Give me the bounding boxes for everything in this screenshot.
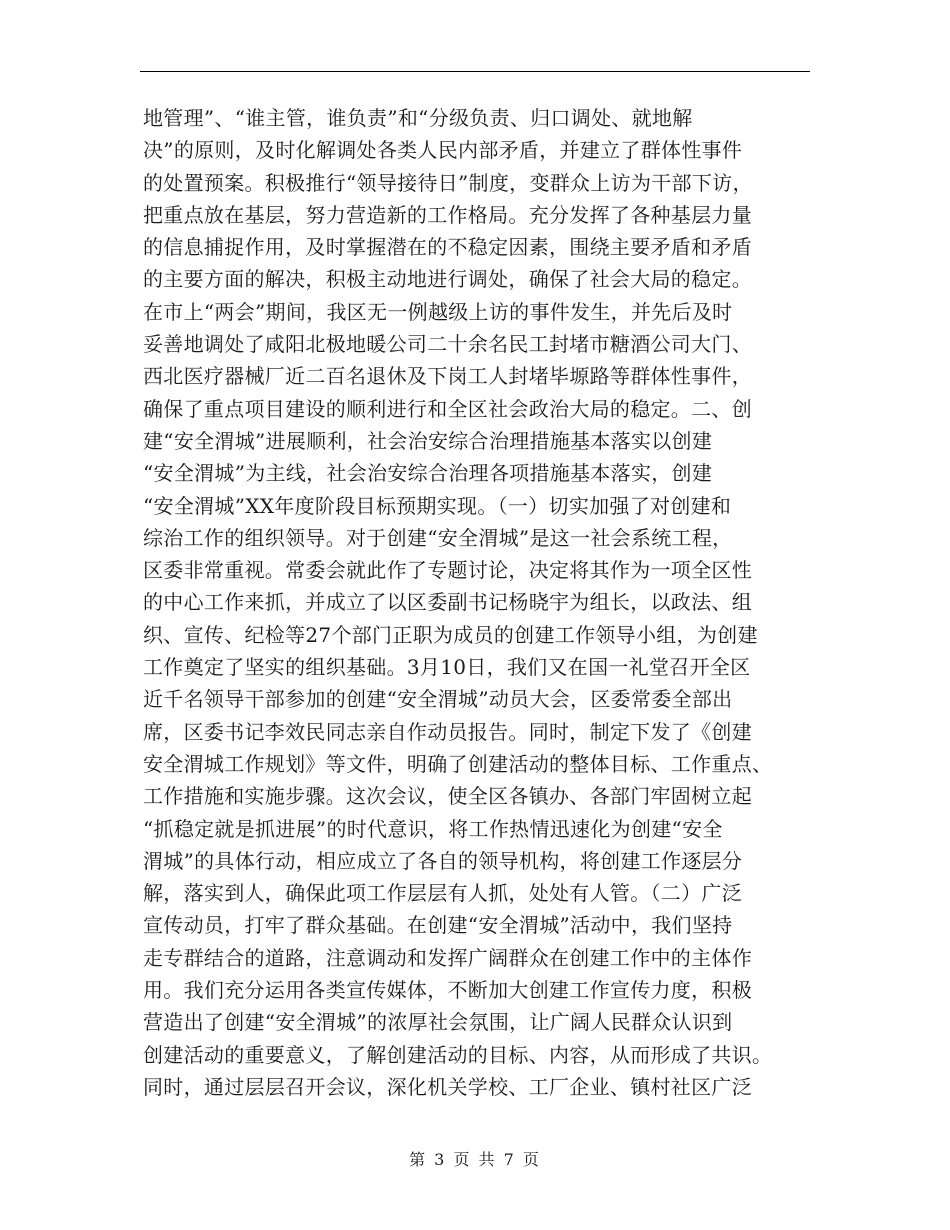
body-line: 的信息捕捉作用，及时掌握潜在的不稳定因素，围绕主要矛盾和矛盾	[143, 235, 752, 260]
body-text	[143, 102, 813, 1103]
body-line: 走专群结合的道路，注意调动和发挥广阔群众在创建工作中的主体作	[143, 945, 752, 970]
body-line: 营造出了创建“安全渭城”的浓厚社会氛围，让广阔人民群众认识到	[143, 1010, 733, 1035]
body-line: 把重点放在基层，努力营造新的工作格局。充分发挥了各种基层力量	[143, 202, 752, 227]
body-line: 建“安全渭城”进展顺利，社会治安综合治理措施基本落实以创建	[143, 428, 713, 453]
body-line: 决”的原则，及时化解调处各类人民内部矛盾，并建立了群体性事件	[143, 138, 743, 163]
body-line: 近千名领导干部参加的创建“安全渭城”动员大会，区委常委全部出	[143, 687, 733, 712]
body-line: 织、宣传、纪检等27个部门正职为成员的创建工作领导小组，为创建	[143, 622, 758, 647]
body-line: 解，落实到人，确保此项工作层层有人抓，处处有人管。（二）广泛	[143, 881, 742, 906]
body-line: 的中心工作来抓，并成立了以区委副书记杨晓宇为组长，以政法、组	[143, 590, 752, 615]
body-line: “抓稳定就是抓进展”的时代意识，将工作热情迅速化为创建“安全	[143, 816, 723, 841]
body-line: 渭城”的具体行动，相应成立了各自的领导机构，将创建工作逐层分	[143, 848, 743, 873]
body-line: 工作措施和实施步骤。这次会议，使全区各镇办、各部门牢固树立起	[143, 784, 752, 809]
body-line: 在市上“两会”期间，我区无一例越级上访的事件发生，并先后及时	[143, 299, 733, 324]
body-line: 确保了重点项目建设的顺利进行和全区社会政治大局的稳定。二、创	[143, 396, 752, 421]
body-line: 综治工作的组织领导。对于创建“安全渭城”是这一社会系统工程，	[143, 525, 733, 550]
body-line: 妥善地调处了咸阳北极地暖公司二十余名民工封堵市糖酒公司大门、	[143, 332, 752, 357]
body-line: 席，区委书记李效民同志亲自作动员报告。同时，制定下发了《创建	[143, 719, 752, 744]
body-line: 的处置预案。积极推行“领导接待日”制度，变群众上访为干部下访，	[143, 170, 753, 195]
body-line: “安全渭城”XX年度阶段目标预期实现。（一）切实加强了对创建和	[143, 493, 732, 518]
body-line: 创建活动的重要意义，了解创建活动的目标、内容，从而形成了共识。	[143, 1042, 773, 1067]
body-line: 同时，通过层层召开会议，深化机关学校、工厂企业、镇村社区广泛	[143, 1074, 752, 1099]
body-line: 用。我们充分运用各类宣传媒体，不断加大创建工作宣传力度，积极	[143, 978, 752, 1003]
body-line: 安全渭城工作规划》等文件，明确了创建活动的整体目标、工作重点、	[143, 751, 773, 776]
body-line: 的主要方面的解决，积极主动地进行调处，确保了社会大局的稳定。	[143, 267, 752, 292]
body-line: 区委非常重视。常委会就此作了专题讨论，决定将其作为一项全区性	[143, 558, 752, 583]
body-line: “安全渭城”为主线，社会治安综合治理各项措施基本落实，创建	[143, 461, 713, 486]
body-line: 宣传动员，打牢了群众基础。在创建“安全渭城”活动中，我们坚持	[143, 913, 733, 938]
body-line: 地管理”、“谁主管，谁负责”和“分级负责、归口调处、就地解	[143, 106, 693, 130]
body-line: 工作奠定了坚实的组织基础。3月10日，我们又在国一礼堂召开全区	[143, 655, 751, 680]
header-rule	[140, 71, 810, 72]
page-number-footer: 第 3 页 共 7 页	[409, 1150, 541, 1169]
body-line: 西北医疗器械厂近二百名退休及下岗工人封堵毕塬路等群体性事件，	[143, 364, 752, 389]
